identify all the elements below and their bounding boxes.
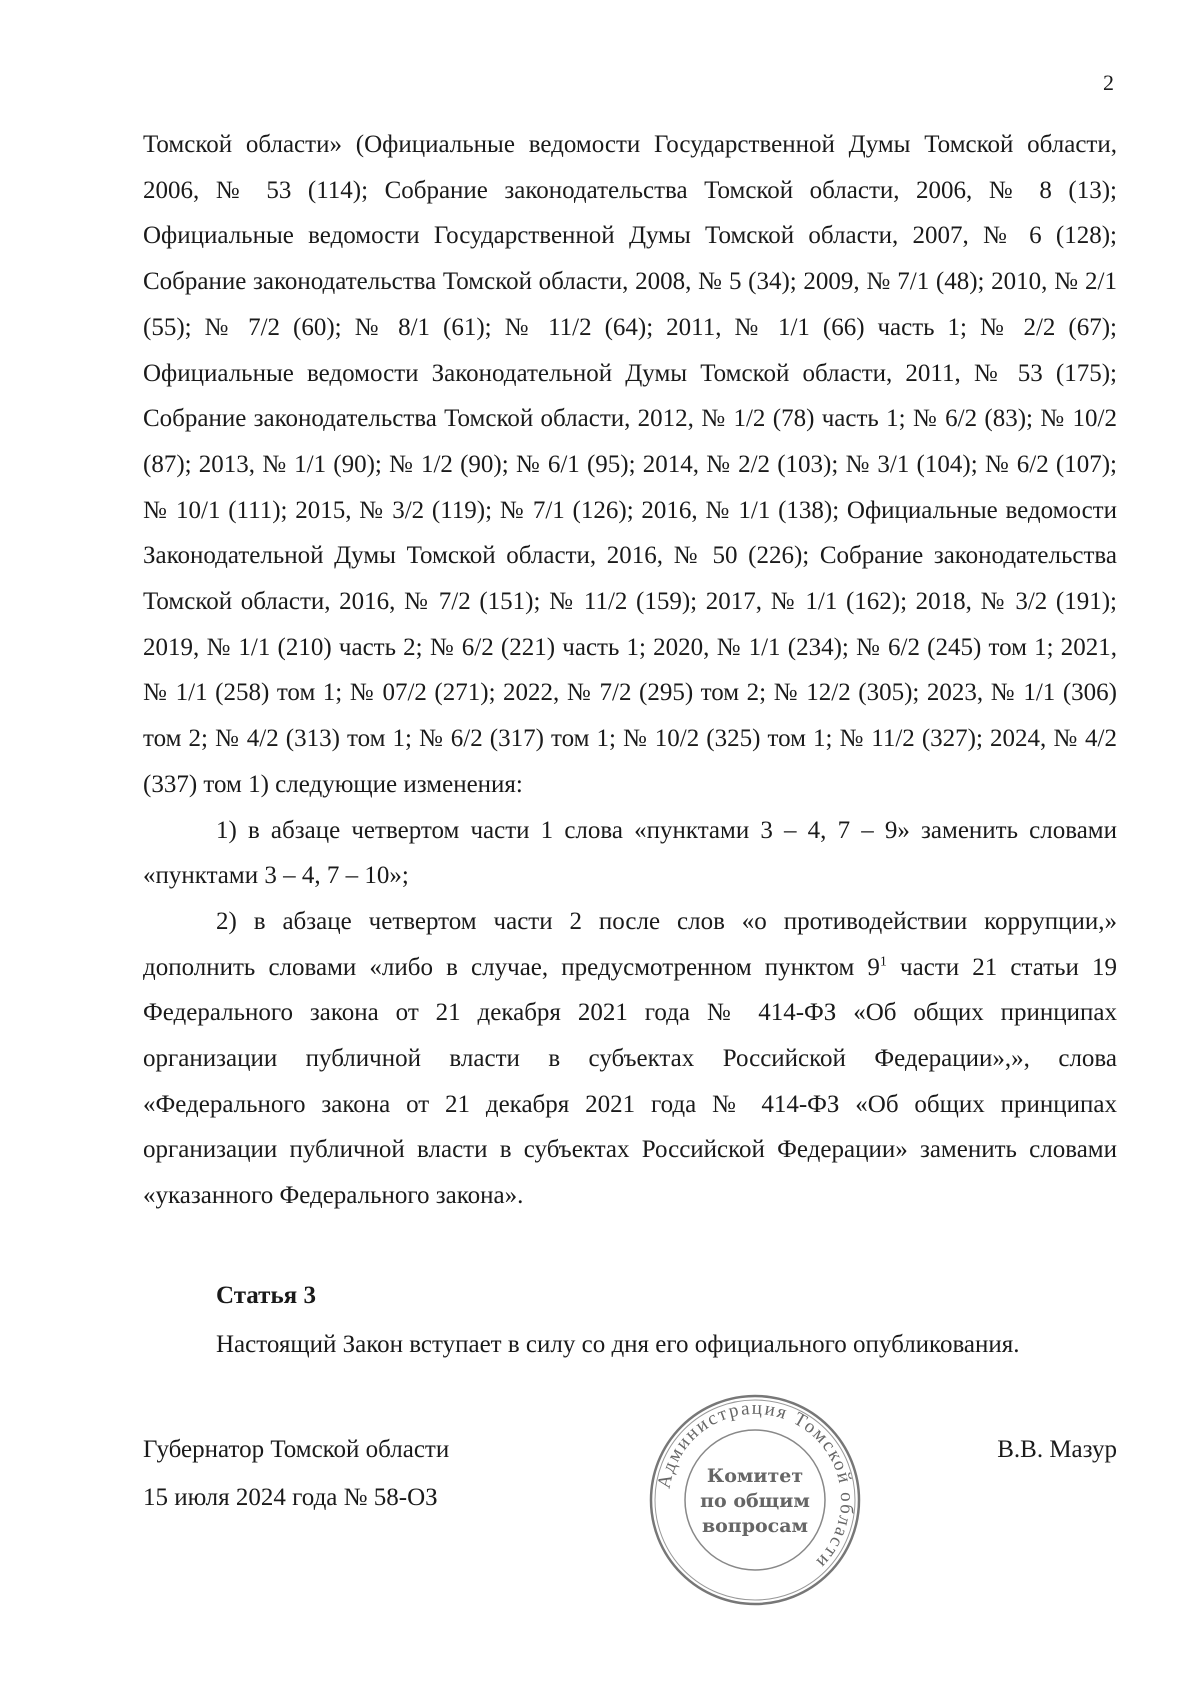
official-seal [645,1390,865,1610]
seal-line-1: Комитет [706,1465,804,1487]
article-heading: Статья 3 [216,1282,316,1309]
seal-graphic [645,1390,865,1610]
seal-line-3: вопросам [701,1515,809,1537]
seal-line-2: по общим [700,1490,810,1512]
intro-paragraph: Томской области» (Официальные ведомости Государственной Думы Томской области, 2006, № 53 (114); Собрание законодательства Томской области, 2006, № 8 (13); Официальные ведомости Государственной Думы Томской области, 2007, № 6 (128); Собрание законодательства Томской области, 2008, № 5 (34); 2009, № 7/1 (48); 2010, № 2/1 (55); № 7/2 (60); № 8/1 (61); № 11/2 (64); 2011, № 1/1 (66) часть 1; № 2/2 (67); Официальные ведомости Законодательной Думы Томской области, 2011, № 53 (175); Собрание законодательства Томской области, 2012, № 1/2 (78) часть 1; № 6/2 (83); № 10/2 (87); 2013, № 1/1 (90); № 1/2 (90); № 6/1 (95); 2014, № 2/2 (103); № 3/1 (104); № 6/2 (107); № 10/1 (111); 2015, № 3/2 (119); № 7/1 (126); 2016, № 1/1 (138); Официальные ведомости Законодательной Думы Томской области, 2016, № 50 (226); Собрание законодательства Томской области, 2016, № 7/2 (151); № 11/2 (159); 2017, № 1/1 (162); 2018, № 3/2 (191); 2019, № 1/1 (210) часть 2; № 6/2 (221) часть 1; 2020, № 1/1 (234); № 6/2 (245) том 1; 2021, № 1/1 (258) том 1; № 07/2 (271); 2022, № 7/2 (295) том 2; № 12/2 (305); 2023, № 1/1 (306) том 2; № 4/2 (313) том 1; № 6/2 (317) том 1; № 10/2 (325) том 1; № 11/2 (327); 2024, № 4/2 (337) том 1) следующие изменения: [143,131,1117,798]
article-text: Настоящий Закон вступает в силу со дня его официального опубликования. [216,1331,1020,1358]
seal-ring-text: Администрация Томской области [653,1397,858,1574]
document-body [143,122,1117,1219]
signatory-name: В.В. Мазур [997,1436,1117,1463]
page-number: 2 [1103,70,1114,95]
amendment-item-2 [143,899,1117,1219]
amendment-item-1: 1) в абзаце четвертом части 1 слова «пунктами 3 – 4, 7 – 9» заменить словами «пунктами 3 – 4, 7 – 10»; [143,816,1117,890]
law-date-number: 15 июля 2024 года № 58-ОЗ [143,1484,438,1511]
amendment-item-2-part-2: части 21 статьи 19 Федерального закона от 21 декабря 2021 года № 414-ФЗ «Об общих принципах организации публичной власти в субъектах Российской Федерации»,», слова «Федерального закона от 21 декабря 2021 года № 414-ФЗ «Об общих принципах организации публичной власти в субъектах Российской Федерации» заменить словами «указанного Федерального закона». [143,953,1117,1210]
superscript-marker: 1 [879,954,887,970]
signatory-title: Губернатор Томской области [143,1436,450,1463]
amendment-item-2-part-1: 2) в абзаце четвертом части 2 после слов «о противодействии коррупции,» дополнить словами «либо в случае, предусмотренном пунктом 9 [143,907,1117,981]
